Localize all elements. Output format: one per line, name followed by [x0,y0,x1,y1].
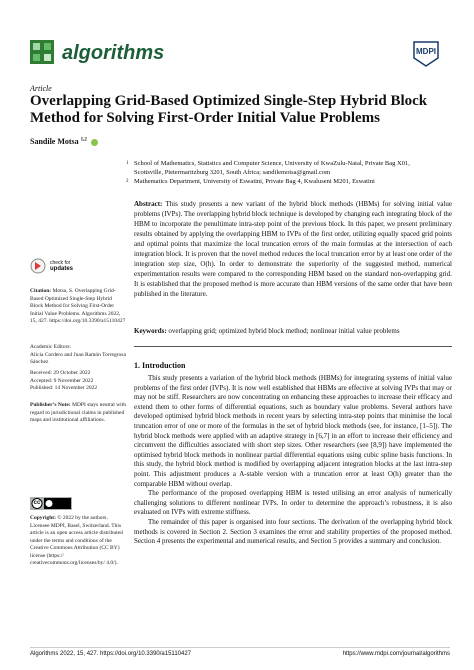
intro-paragraph-3: The remainder of this paper is organised into four sections. The derivation of the overlapping hybrid block methods is covered in Section 2. Section 3 examines the error and stability properties of the proposed method. Section 4 presents the experimental and numerical results, and Section 5 provides a summary and conclusion. [134,517,452,546]
copyright-label: Copyright: [30,515,56,521]
check-updates-icon [30,258,46,274]
mdpi-logo [408,40,444,68]
published-date: Published: 14 November 2022 [30,385,98,391]
citation-block [30,288,126,326]
article-type: Article [30,84,52,93]
abstract [134,199,452,299]
received-date: Received: 29 October 2022 [30,370,91,376]
cc-badge-text: cc [33,500,41,506]
intro-body [134,374,452,547]
author-name-text: Sandile Motsa [30,137,79,146]
journal-logo-icon [30,40,54,64]
journal-name: algorithms [62,42,165,64]
author-name [30,137,98,146]
check-updates-line1: check for [50,260,71,266]
keywords-label: Keywords: [134,327,167,335]
publisher-note-text: MDPI stays neutral with regard to jurisdictional claims in published maps and institutional affiliations. [30,402,126,423]
footer-citation: Algorithms 2022, 15, 427. https://doi.org/10.3390/a15110427 [30,651,192,657]
abstract-label: Abstract: [134,200,163,208]
dates-block [30,370,126,393]
affiliation-1: 1 School of Mathematics, Statistics and Computer Science, University of KwaZulu-Natal, Private Bag X01, Scottsville, Pietermaritzburg 3201, South Africa; sandilemotsa@gmail.com [126,160,410,176]
citation-label: Citation: [30,288,52,294]
paper-title: Overlapping Grid-Based Optimized Single-Step Hybrid Block Method for Solving First-Order Initial Value Problems [30,93,428,126]
accepted-date: Accepted: 9 November 2022 [30,377,94,384]
author-sup: 1,2 [80,137,87,143]
footer-journal-url[interactable]: https://www.mdpi.com/journal/algorithms [342,651,450,657]
editors-label: Academic Editors: [30,344,72,350]
abstract-text: This study presents a new variant of the hybrid block methods (HBMs) for solving initial value problems (IVPs). The overlapping hybrid block technique is developed by changing each integrating block of the HBM to incorporate the penultimate intra-step point of the previous block. In this paper, we present preliminary results obtained by applying the overlapping HBM to IVPs of the first order, utilizing equally spaced grid points and optimal points that maximize the local truncation errors of the main formulas at the intersection of each integration block. It is proven that the novel method reduces the local truncation error by at least one order of the integration step size, O(h). In order to demonstrate the superiority of the suggested method, numerical experimentation results were compared to the corresponding HBM based on the standard non-overlapping grid. It is established that the proposed method is more accurate than HBM versions of the same order that have been published in the literature. [134,200,452,298]
section-heading-introduction: 1. Introduction [134,361,186,370]
editors-text: Alicia Cordero and Juan Ramón Torregrosa Sánchez [30,351,126,365]
check-updates-line2: updates [50,266,74,272]
cc-by-badge[interactable] [30,497,72,510]
copyright-block [30,515,126,568]
mdpi-text: MDPI [416,47,436,56]
citation-text: Motsa, S. Overlapping Grid-Based Optimized Single-Step Hybrid Block Method for Solving First-Order Initial Value Problems. Algorithms 2022, 15, 427. https://doi.org/10.3390/a15110427 [30,288,126,324]
editors-block [30,344,126,367]
keywords-text: overlapping grid; optimized hybrid block method; nonlinear initial value problems [168,327,400,335]
intro-paragraph-2: The performance of the proposed overlapping HBM is tested utilising an error analysis of numerically challenging solutions to different nonlinear IVPs. In order to determine the approach’s robustness, it is also evaluated on IVPs with extreme stiffness. [134,489,452,517]
publisher-note-label: Publisher’s Note: [30,402,71,408]
keywords [134,326,452,336]
affiliation-2: 2 Mathematics Department, University of Eswatini, Private Bag 4, Kwaluseni M201, Eswatini [126,178,375,185]
publisher-note [30,402,126,425]
check-for-updates-badge[interactable] [30,256,120,276]
intro-paragraph-1: This study presents a variation of the hybrid block methods (HBMs) for integrating systems of initial value problems of the first order (IVPs). It is now well established that HBMs are effective at solving IVPs that may or may not be stiff. Researchers are now concentrating on enhancing these approaches to increase their efficacy and extend them to other forms of differential equations, such as boundary value problems. Several authors have developed optimised hybrid block methods in recent years by selecting intra-step points that minimise the local truncation error of one or more of the formulas in the set of hybrid block methods (see, for instance, [1–5]). The hybrid block methods were applied with an adaptive strategy in [6,7] in an effort to increase their efficiency and circumvent the difficulties associated with short step sizes. Other researchers (see [8,9]) have implemented the optimised hybrid block methods in nonlinear partial differential equations using cubic spline basis functions. In this study, the hybrid block method is modified by overlapping adjacent integration blocks at the last intra-step point. This adjustment produces a A-stable version with a truncation error at least O(h) greater than the comparable HBM without overlap. [134,374,452,488]
orcid-icon[interactable] [91,139,98,146]
copyright-text: © 2022 by the authors. Licensee MDPI, Basel, Switzerland. This article is an open access article distributed under the terms and conditions of the Creative Commons Attribution (CC BY) license (https:// creativecommons.org/licenses/by/ 4.0/). [30,515,123,566]
page-footer [30,647,450,657]
divider [134,346,452,347]
